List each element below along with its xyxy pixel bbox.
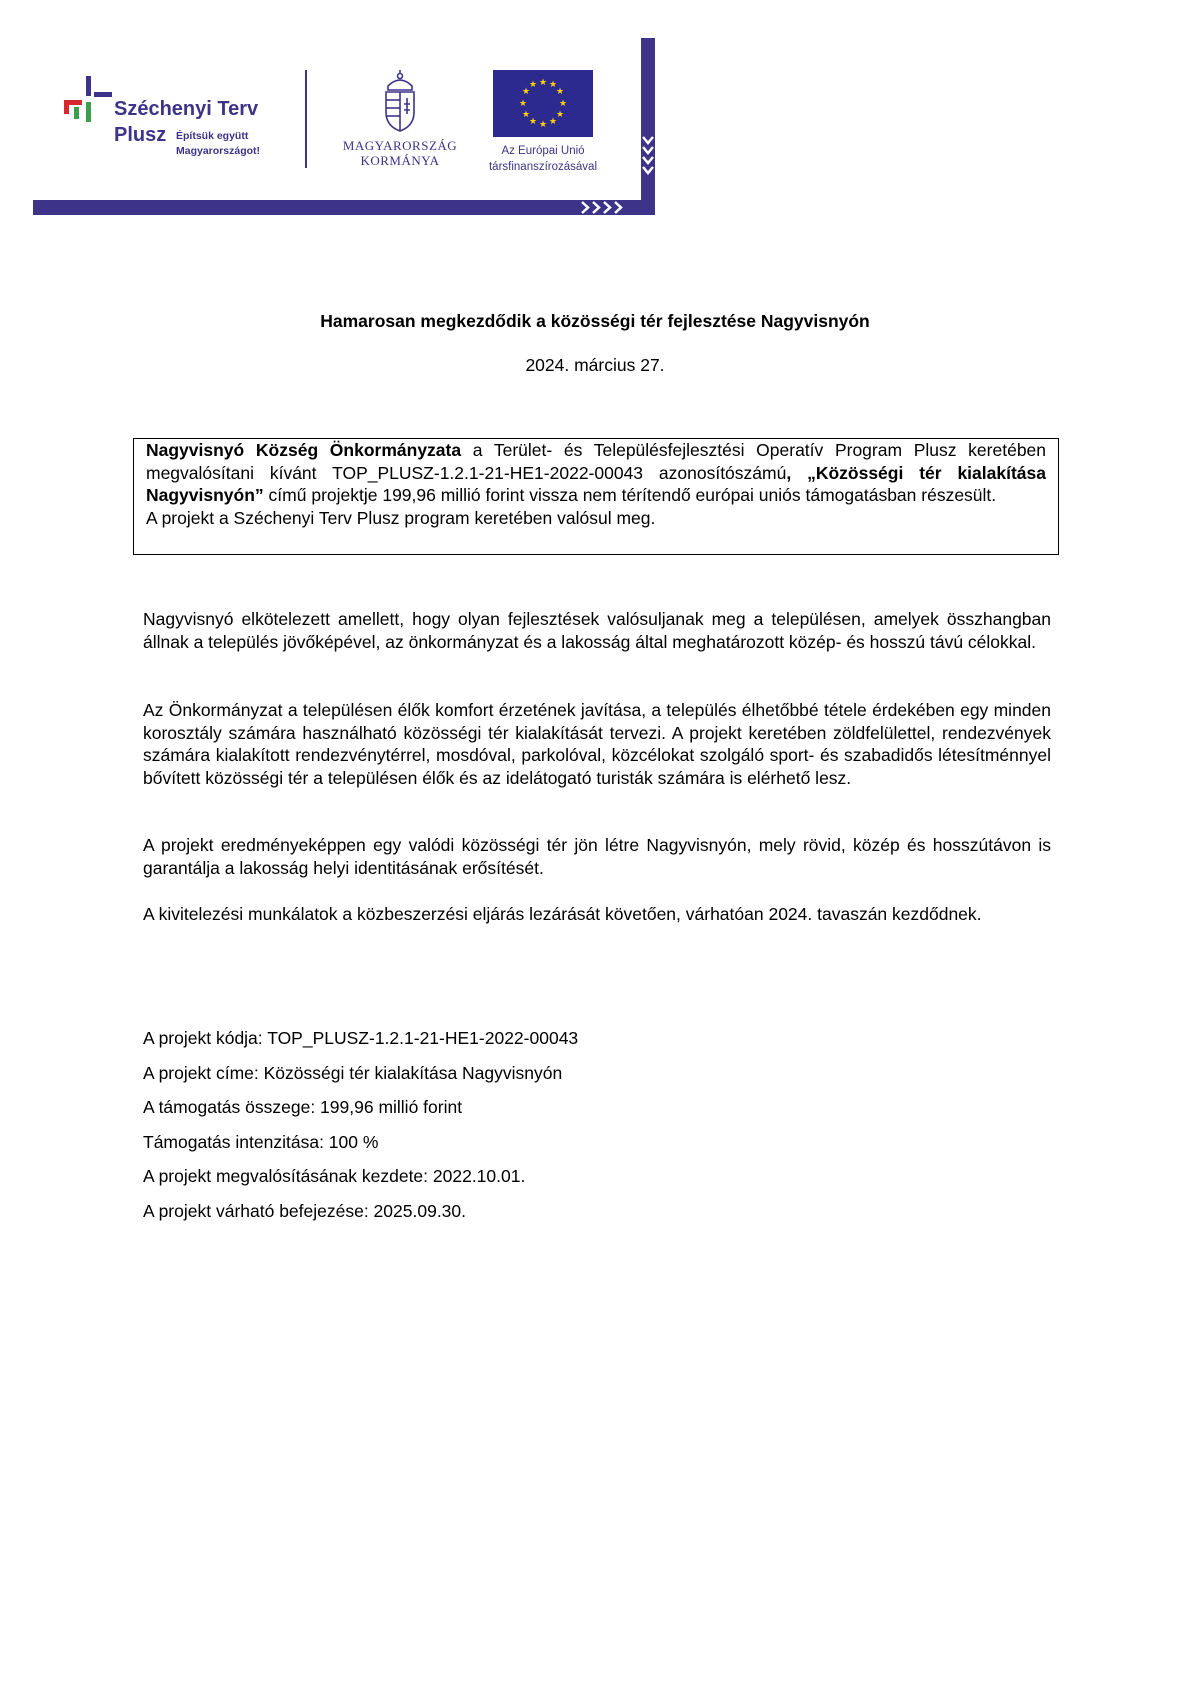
svg-text:★: ★ bbox=[528, 80, 538, 90]
summary-text-2: című projektje 199,96 millió forint vissza nem térítendő európai uniós támogatásban részesült. bbox=[263, 485, 997, 505]
svg-text:★: ★ bbox=[521, 87, 531, 97]
fact-grant-intensity: Támogatás intenzitása: 100 % bbox=[143, 1131, 379, 1152]
brand-tagline bbox=[176, 129, 260, 159]
chevrons-down-icon bbox=[641, 135, 655, 183]
svg-text:★: ★ bbox=[558, 99, 568, 109]
gov-line1: MAGYARORSZÁG bbox=[342, 138, 458, 153]
svg-text:★: ★ bbox=[538, 78, 548, 88]
brand-title: Széchenyi Terv bbox=[114, 98, 259, 120]
gov-line2: KORMÁNYA bbox=[360, 153, 440, 168]
fact-project-code: A projekt kódja: TOP_PLUSZ-1.2.1-21-HE1-2022-00043 bbox=[143, 1028, 579, 1048]
summary-box bbox=[133, 438, 1059, 555]
svg-text:★: ★ bbox=[548, 117, 558, 127]
svg-text:★: ★ bbox=[521, 110, 531, 120]
fact-grant-amount: A támogatás összege: 199,96 millió forint bbox=[143, 1097, 463, 1118]
svg-text:★: ★ bbox=[528, 117, 538, 127]
body-paragraph-2: Az Önkormányzat a településen élők komfort érzetének javítása, a település élhetőbbé tétele érdekében egy minden korosztály számára használható közösségi tér kialakítását tervezi. A projekt keretében zöldfelülettel, rendezvények számára kialakított rendezvénytérrel, mosdóval, parkolóval, közcélokat szolgáló sport- és szabadidős létesítménnyel bővített közösségi tér a településen élők és az idelátogató turisták számára is elérhető lesz. bbox=[143, 700, 1051, 788]
eu-caption bbox=[475, 143, 611, 175]
summary-line-2: A projekt a Széchenyi Terv Plusz program keretében valósul meg. bbox=[146, 507, 656, 528]
body-paragraph-4: A kivitelezési munkálatok a közbeszerzési eljárás lezárását követően, várhatóan 2024. tavaszán kezdődnek. bbox=[143, 904, 982, 924]
svg-text:★: ★ bbox=[555, 87, 565, 97]
brand-plusz: Plusz bbox=[114, 124, 167, 146]
government-name bbox=[330, 138, 470, 168]
project-facts-list bbox=[143, 1027, 578, 1235]
eu-cofinanced-logo bbox=[475, 70, 615, 175]
header-banner bbox=[0, 0, 1190, 230]
szechenyi-terv-plusz-logo bbox=[64, 76, 274, 166]
coat-of-arms-icon bbox=[380, 70, 420, 132]
fact-start-date: A projekt megvalósításának kezdete: 2022.10.01. bbox=[143, 1166, 526, 1187]
summary-text-1: a Terület- és Településfejlesztési Operatív Program Plusz keretében megvalósítani kívánt TOP_PLUSZ-1.2.1-21-HE1-2022-00043 azonosítószámú bbox=[146, 440, 1047, 483]
organization-name: Nagyvisnyó Község Önkormányzata bbox=[146, 440, 462, 460]
svg-text:★: ★ bbox=[518, 99, 528, 109]
svg-text:★: ★ bbox=[548, 80, 558, 90]
svg-text:★: ★ bbox=[538, 120, 548, 130]
banner-right-bar bbox=[641, 38, 655, 215]
body-paragraph-1: Nagyvisnyó elkötelezett amellett, hogy olyan fejlesztések valósuljanak meg a településen, amelyek összhangban állnak a település jövőképével, az önkormányzat és a lakosság által meghatározott közép- és hosszú távú célokkal. bbox=[143, 609, 1051, 652]
szechenyi-cross-icon bbox=[64, 76, 112, 128]
brand-tagline-line1: Építsük együtt bbox=[176, 130, 249, 142]
eu-flag-icon bbox=[493, 70, 593, 137]
document-date: 2024. március 27. bbox=[525, 355, 665, 375]
fact-project-title: A projekt címe: Közösségi tér kialakítása Nagyvisnyón bbox=[143, 1062, 563, 1083]
svg-text:★: ★ bbox=[555, 110, 565, 120]
project-title-bold: , „Közösségi tér kialakítása Nagyvisnyón” bbox=[146, 462, 1046, 505]
brand-tagline-line2: Magyarországot! bbox=[176, 145, 261, 157]
eu-line1: Az Európai Unió bbox=[501, 145, 585, 157]
document-title: Hamarosan megkezdődik a közösségi tér fejlesztése Nagyvisnyón bbox=[320, 311, 870, 331]
summary-paragraph bbox=[146, 439, 1046, 507]
eu-line2: társfinanszírozásával bbox=[488, 161, 598, 173]
banner-bottom-bar bbox=[33, 200, 578, 215]
magyarorszag-kormanya-logo bbox=[330, 70, 470, 175]
chevrons-right-icon bbox=[578, 200, 641, 215]
logo-divider bbox=[305, 70, 307, 168]
body-paragraph-3: A projekt eredményeképpen egy valódi közösségi tér jön létre Nagyvisnyón, mely rövid, közép és hosszútávon is garantálja a lakosság helyi identitásának erősítését. bbox=[143, 835, 1051, 878]
fact-end-date: A projekt várható befejezése: 2025.09.30. bbox=[143, 1200, 467, 1221]
